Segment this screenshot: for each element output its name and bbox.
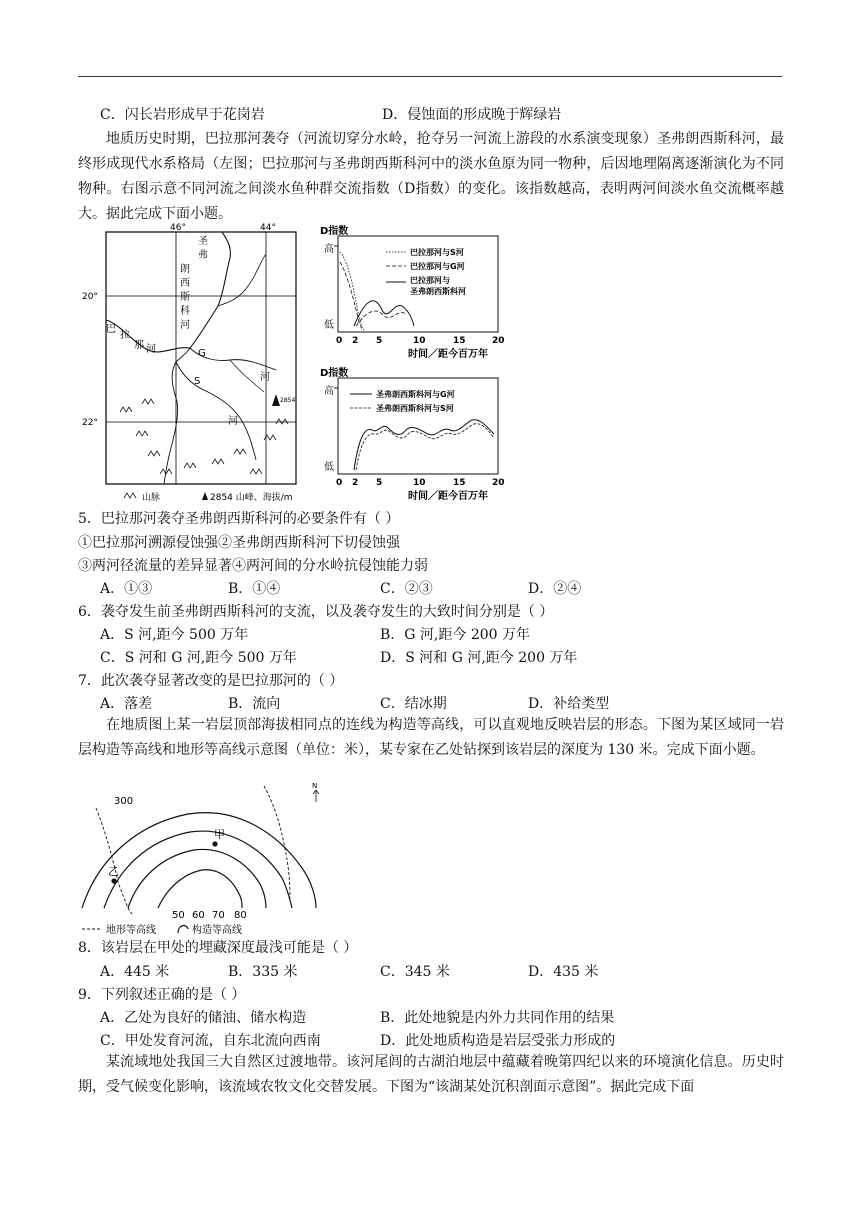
q8-option-b: B．335 米: [228, 964, 298, 980]
q8-stem: 8．该岩层在甲处的埋藏深度最浅可能是（ ）: [78, 940, 358, 956]
contour-tick-70: 70: [212, 910, 225, 921]
bl-char-1: 巴: [106, 324, 116, 335]
chart-bottom-legend-2: 圣弗朗西斯科河与S河: [376, 404, 454, 413]
q5-option-c: C．②③: [380, 581, 433, 597]
chart-top-xtick-3: 10: [413, 336, 426, 346]
label-g: G: [198, 348, 206, 359]
d-index-chart-bottom: [316, 364, 526, 504]
label-he-2: 河: [228, 416, 238, 427]
chart-top-low: 低: [324, 320, 334, 331]
q9-option-c: C．甲处发育河流，自东北流向西南: [100, 1033, 321, 1049]
terrain-contour-right: [264, 786, 290, 898]
q6-option-c: C．S 河和 G 河,距今 500 万年: [100, 650, 297, 666]
q8-option-d: D．435 米: [528, 964, 599, 980]
chart-bottom-legend-1: 圣弗朗西斯科河与G河: [376, 390, 455, 399]
q5-option-a: A．①③: [100, 581, 153, 597]
legend-terrain-label: 地形等高线: [106, 925, 156, 936]
chart-top-legend-4: 圣弗朗西斯科河: [410, 287, 466, 296]
chart-bottom-high: 高: [324, 386, 334, 397]
q5-stem: 5．巴拉那河袭夺圣弗朗西斯科河的必要条件有（ ）: [78, 511, 400, 527]
series-sf-g: [354, 420, 494, 470]
chart-top-high: 高: [324, 244, 334, 255]
series-bl-g-2: [356, 311, 406, 326]
q9-option-a: A．乙处为良好的储油、储水构造: [100, 1010, 307, 1026]
struct-contour-1: [82, 813, 316, 908]
point-yi: [111, 878, 116, 883]
sf-char-5: 斯: [180, 292, 190, 303]
q7-option-a: A．落差: [100, 696, 153, 712]
struct-contour-3: [128, 849, 266, 908]
q7-option-c: C．结冰期: [380, 696, 447, 712]
prev-option-c: C．闪长岩形成早于花岗岩: [100, 107, 265, 123]
chart-bottom-xlabel: 时间／距今百万年: [408, 491, 488, 502]
q6-stem: 6．袭夺发生前圣弗朗西斯科河的支流，以及袭夺发生的大致时间分别是（ ）: [78, 604, 554, 620]
mountain-icon-group: [120, 399, 288, 474]
north-arrow-icon: [313, 790, 319, 802]
intro-lake-passage: 某流域地处我国三大自然区过渡地带。该河尾闾的古湖泊地层中蕴藏着晚第四纪以来的环境演化信息。历史时期，受气候变化影响，该流域农牧文化交替发展。下图为“该湖某处沉积剖面示意图”。据此完成下面: [78, 1054, 784, 1095]
chart-top-xtick-5: 20: [492, 336, 505, 346]
q9-option-d: D．此处地质构造是岩层受张力形成的: [380, 1033, 616, 1049]
contour-tick-60: 60: [192, 910, 205, 921]
point-jia: [212, 841, 217, 846]
chart-bottom-low: 低: [324, 462, 334, 473]
sf-char-4: 西: [180, 278, 190, 289]
header-rule: [78, 76, 782, 77]
north-label: N: [312, 782, 318, 790]
label-s: S: [194, 376, 201, 387]
lat-label-bottom: 22°: [82, 418, 98, 428]
chart-top-xtick-0: 0: [336, 336, 343, 346]
chart-top-xtick-1: 2: [352, 336, 359, 346]
peak-icon: [272, 394, 280, 406]
chart-top-xtick-2: 5: [376, 336, 383, 346]
lon-label-left: 46°: [170, 223, 186, 233]
chart-bottom-xtick-2: 5: [376, 478, 383, 488]
sf-char-3: 朗: [180, 264, 190, 275]
chart-bottom-xtick-4: 15: [453, 478, 466, 488]
series-bl-s: [340, 252, 364, 330]
bl-char-2: 拉: [120, 330, 130, 341]
label-jia: 甲: [214, 828, 225, 841]
s-river-line: [176, 362, 256, 460]
main-river-line: [164, 348, 190, 484]
intro-capture-passage: 地质历史时期，巴拉那河袭夺（河流切穿分水岭，抢夺另一河流上游段的水系演变现象）圣弗朗西斯科河，最终形成现代水系格局（左图；巴拉那河与圣弗朗西斯科河中的淡水鱼原为同一物种，后因地理隔离逐渐演化为不同物种。右图示意不同河流之间淡水鱼种群交流指数（D指数）的变化。该指数越高，表明两河间淡水鱼交流概率越大。据此完成下面小题。: [78, 131, 784, 222]
sf-char-7: 河: [180, 320, 190, 331]
legend-mountain-label: 山脉: [142, 493, 161, 503]
struct-contour-4: [158, 870, 242, 908]
label-yi: 乙: [108, 865, 119, 878]
legend-mountain-icon: [124, 493, 136, 498]
sf-char-2: 弗: [198, 250, 208, 261]
d-index-chart-top: [316, 222, 526, 362]
q6-option-a: A．S 河,距今 500 万年: [100, 627, 249, 643]
terrain-contour-left: [96, 808, 132, 914]
chart-top-title: D指数: [320, 226, 349, 237]
lon-label-right: 44°: [260, 223, 276, 233]
label-he-1: 河: [260, 372, 270, 383]
chart-bottom-title: D指数: [320, 368, 349, 379]
contour-tick-50: 50: [172, 910, 185, 921]
q5-option-b: B．①④: [228, 581, 281, 597]
chart-bottom-xtick-3: 10: [413, 478, 426, 488]
river-capture-map: [80, 222, 305, 507]
q8-option-c: C．345 米: [380, 964, 450, 980]
peak-label: 2854: [280, 397, 296, 404]
q9-stem: 9．下列叙述正确的是（ ）: [78, 987, 246, 1003]
series-bl-sf: [354, 301, 414, 326]
legend-peak-icon: [202, 492, 208, 500]
q6-option-b: B．G 河,距今 200 万年: [380, 627, 530, 643]
q8-option-a: A．445 米: [100, 964, 170, 980]
chart-top-xtick-4: 15: [453, 336, 466, 346]
legend-struct-icon: [178, 926, 188, 933]
chart-top-legend-2: 巴拉那河与G河: [410, 262, 465, 271]
bl-char-3: 那: [134, 340, 144, 351]
sf-char-6: 科: [180, 306, 190, 317]
q5-option-d: D．②④: [528, 581, 582, 597]
chart-bottom-xtick-1: 2: [352, 478, 359, 488]
sf-char-1: 圣: [198, 236, 208, 247]
q7-option-d: D．补给类型: [528, 696, 610, 712]
q5-line-1: ①巴拉那河溯源侵蚀强②圣弗朗西斯科河下切侵蚀强: [78, 535, 400, 551]
prev-option-d: D．侵蚀面的形成晚于辉绿岩: [382, 107, 562, 123]
contour-label-300: 300: [114, 796, 134, 807]
q5-line-2: ③两河径流量的差异显著④两河间的分水岭抗侵蚀能力弱: [78, 558, 428, 574]
bl-char-4: 河: [146, 344, 156, 355]
q6-option-d: D．S 河和 G 河,距今 200 万年: [380, 650, 578, 666]
lat-label-top: 20°: [82, 292, 98, 302]
contour-map: [78, 778, 328, 936]
q9-option-b: B．此处地貌是内外力共同作用的结果: [380, 1010, 615, 1026]
chart-top-legend-1: 巴拉那河与S河: [410, 248, 464, 257]
chart-bottom-xtick-0: 0: [336, 478, 343, 488]
q7-option-b: B．流向: [228, 696, 281, 712]
q7-stem: 7．此次袭夺显著改变的是巴拉那河的（ ）: [78, 673, 344, 689]
contour-tick-80: 80: [234, 910, 247, 921]
minor-river-line: [230, 360, 264, 392]
legend-peak-label: 2854 山峰、海拔/m: [210, 493, 293, 503]
chart-top-legend-3: 巴拉那河与: [410, 276, 450, 285]
chart-bottom-xtick-5: 20: [492, 478, 505, 488]
intro-contour-passage: 在地质图上某一岩层顶部海拔相同点的连线为构造等高线，可以直观地反映岩层的形态。下图为某区域同一岩层构造等高线和地形等高线示意图（单位：米），某专家在乙处钻探到该岩层的深度为 130 米。完成下面小题。: [78, 717, 784, 758]
legend-struct-label: 构造等高线: [192, 925, 242, 936]
chart-top-xlabel: 时间／距今百万年: [408, 349, 488, 360]
